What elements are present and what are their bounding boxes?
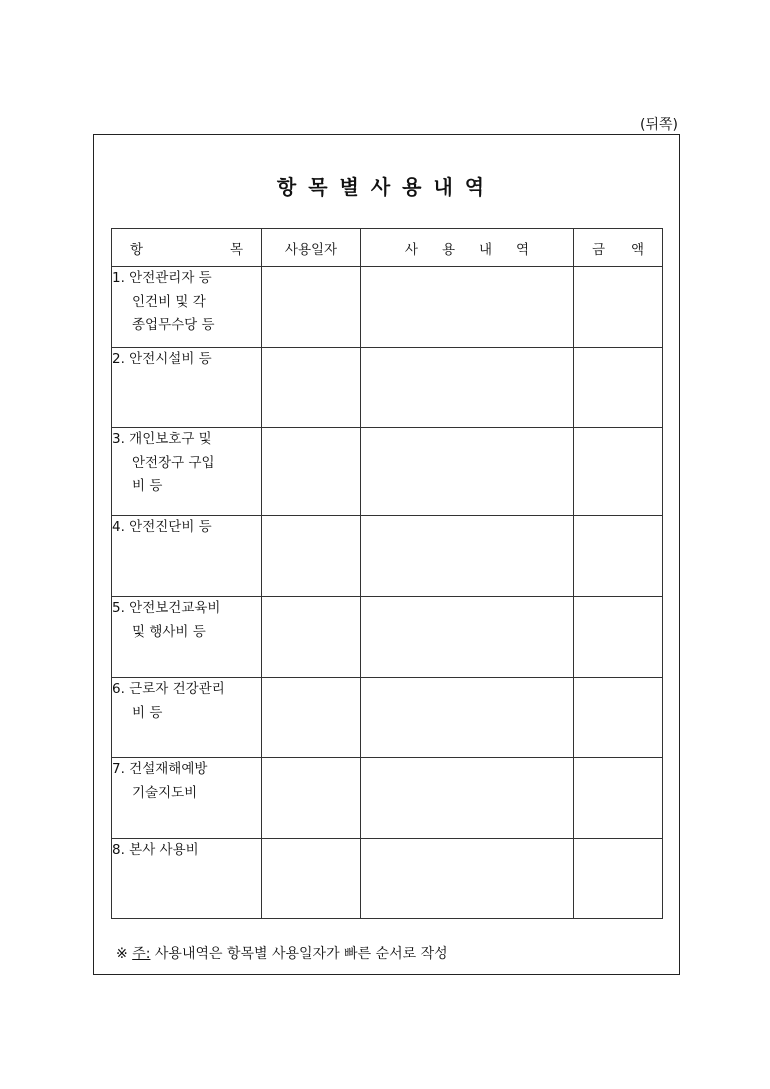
row-item-line: 6. 근로자 건강관리 xyxy=(112,681,225,697)
table-row xyxy=(112,758,663,839)
date-cell[interactable] xyxy=(262,516,361,597)
form-frame xyxy=(93,134,680,975)
form-title: 항목별사용내역 xyxy=(276,175,497,199)
header-desc-char-3: 내 xyxy=(479,241,493,258)
row-item-line: 3. 개인보호구 및 xyxy=(112,431,212,447)
description-cell[interactable] xyxy=(361,597,574,678)
row-item-line: 비 등 xyxy=(132,478,163,494)
amount-cell[interactable] xyxy=(574,428,663,516)
description-cell[interactable] xyxy=(361,428,574,516)
description-cell[interactable] xyxy=(361,758,574,839)
row-item-label xyxy=(112,839,262,919)
row-item-line: 종업무수당 등 xyxy=(132,317,215,333)
note-text: 사용내역은 항목별 사용일자가 빠른 순서로 작성 xyxy=(154,946,448,962)
date-cell[interactable] xyxy=(262,758,361,839)
date-cell[interactable] xyxy=(262,839,361,919)
header-amount-char-1: 금 xyxy=(592,241,606,258)
amount-cell[interactable] xyxy=(574,678,663,758)
row-item-line: 4. 안전진단비 등 xyxy=(112,519,212,535)
header-amount xyxy=(574,229,663,267)
amount-cell[interactable] xyxy=(574,758,663,839)
table-row xyxy=(112,516,663,597)
row-item-label xyxy=(112,428,262,516)
row-item-label xyxy=(112,516,262,597)
date-cell[interactable] xyxy=(262,348,361,428)
page-side-label: (뒤쪽) xyxy=(640,117,678,133)
amount-cell[interactable] xyxy=(574,348,663,428)
row-item-line: 5. 안전보건교육비 xyxy=(112,600,221,616)
row-item-label xyxy=(112,267,262,348)
row-item-line: 안전장구 구입 xyxy=(132,454,215,471)
header-item-char-1: 항 xyxy=(130,241,144,258)
row-item-line: 1. 안전관리자 등 xyxy=(112,270,212,286)
description-cell[interactable] xyxy=(361,267,574,348)
table-row xyxy=(112,267,663,348)
date-cell[interactable] xyxy=(262,267,361,348)
row-item-line: 인건비 및 각 xyxy=(132,293,206,310)
row-item-line: 및 행사비 등 xyxy=(132,623,206,640)
description-cell[interactable] xyxy=(361,678,574,758)
table-row xyxy=(112,597,663,678)
row-item-line: 기술지도비 xyxy=(132,784,198,801)
date-cell[interactable] xyxy=(262,428,361,516)
header-desc-char-2: 용 xyxy=(441,241,455,258)
row-item-label xyxy=(112,758,262,839)
footnote xyxy=(116,943,448,963)
table-row xyxy=(112,348,663,428)
table-row xyxy=(112,678,663,758)
usage-table xyxy=(111,228,663,919)
description-cell[interactable] xyxy=(361,516,574,597)
header-row xyxy=(112,229,663,267)
amount-cell[interactable] xyxy=(574,597,663,678)
note-label: 주: xyxy=(132,946,151,962)
table-row xyxy=(112,839,663,919)
date-cell[interactable] xyxy=(262,678,361,758)
row-item-line: 2. 안전시설비 등 xyxy=(112,351,212,367)
table-body xyxy=(112,267,663,919)
row-item-label xyxy=(112,348,262,428)
description-cell[interactable] xyxy=(361,839,574,919)
date-cell[interactable] xyxy=(262,597,361,678)
header-desc-char-4: 역 xyxy=(516,241,530,258)
amount-cell[interactable] xyxy=(574,267,663,348)
amount-cell[interactable] xyxy=(574,839,663,919)
header-item xyxy=(112,229,262,267)
reference-mark-icon: ※ xyxy=(116,946,128,962)
row-item-label xyxy=(112,597,262,678)
row-item-line: 비 등 xyxy=(132,704,163,721)
amount-cell[interactable] xyxy=(574,516,663,597)
row-item-line: 8. 본사 사용비 xyxy=(112,842,199,858)
header-desc-char-1: 사 xyxy=(404,241,418,258)
table-row xyxy=(112,428,663,516)
row-item-line: 7. 건설재해예방 xyxy=(112,761,208,777)
description-cell[interactable] xyxy=(361,348,574,428)
header-description xyxy=(361,229,574,267)
header-date xyxy=(262,229,361,267)
header-amount-char-2: 액 xyxy=(630,241,644,258)
row-item-label xyxy=(112,678,262,758)
header-date-label: 사용일자 xyxy=(284,241,338,258)
header-item-char-2: 목 xyxy=(229,241,243,258)
